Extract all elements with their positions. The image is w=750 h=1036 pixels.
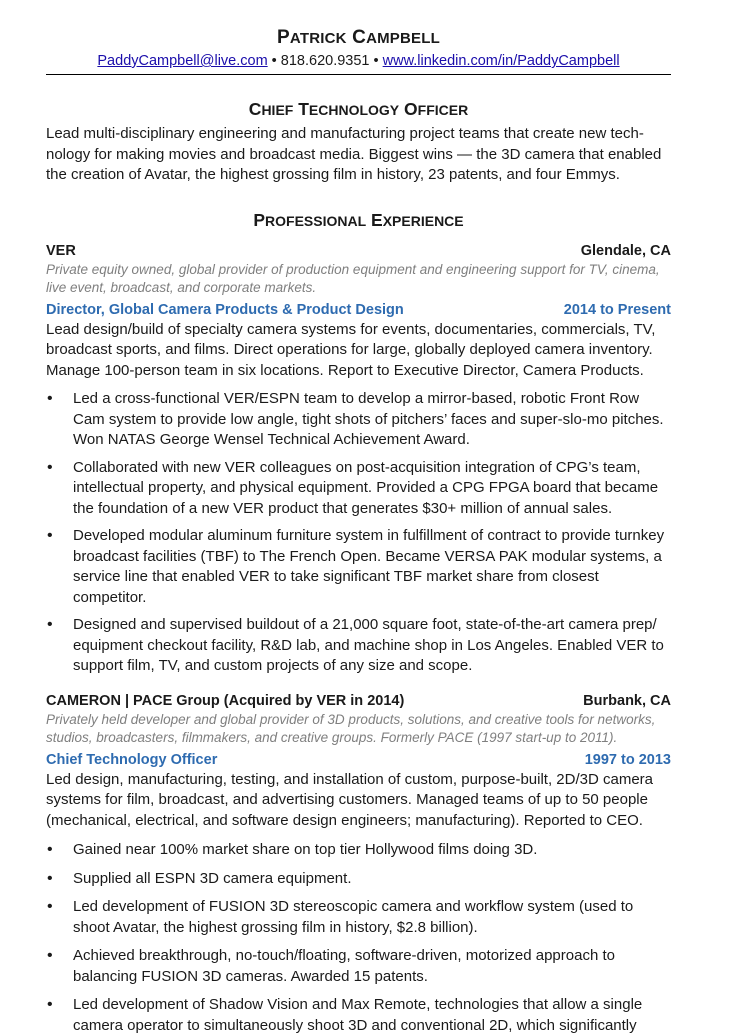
title-initial: O: [404, 99, 418, 119]
contact-line: [46, 51, 671, 71]
role-title: Director, Global Camera Products & Product Design: [46, 300, 404, 320]
heading-rest: ROFESSIONAL: [265, 213, 366, 229]
role-row: [46, 750, 671, 770]
title-initial: T: [298, 99, 309, 119]
role-dates: 2014 to Present: [564, 300, 671, 320]
name-initial: C: [352, 27, 366, 48]
company-description: Privately held developer and global provider of 3D products, solutions, and creative tools for networks, studios, broadcasters, filmmakers, and creative groups. Formerly PACE (1997 start-up to 2011).: [46, 711, 671, 747]
title-rest: ECHNOLOGY: [309, 102, 399, 118]
company-description: Private equity owned, global provider of production equipment and engineering support for TV, cinema, live event, broadcast, and corporate markets.: [46, 261, 671, 297]
role-description: Led design, manufacturing, testing, and installation of custom, purpose-built, 2D/3D camera systems for film, broadcast, and advertising customers. Managed teams of up to 50 people (mechanical, electrical, and software design engineers; manufacturing). Reported to CEO.: [46, 770, 671, 832]
heading-initial: E: [371, 210, 383, 230]
separator: •: [370, 53, 383, 69]
title-rest: FFICER: [418, 102, 469, 118]
job-entry: [46, 691, 671, 1036]
achievement-item: • Led development of Shadow Vision and Max Remote, technologies that allow a single camera operator to simultaneously shoot 3D and conventional 2D, which significantly: [46, 995, 671, 1036]
linkedin-link[interactable]: www.linkedin.com/in/PaddyCampbell: [383, 53, 620, 69]
achievement-list: [46, 840, 671, 1036]
achievement-item: • Achieved breakthrough, no-touch/floating, software-driven, motorized approach to balancing FUSION 3D cameras. Awarded 15 patents.: [46, 946, 671, 987]
company-row: [46, 241, 671, 261]
title-rest: HIEF: [261, 102, 293, 118]
title-initial: C: [249, 99, 262, 119]
heading-rest: XPERIENCE: [383, 213, 464, 229]
resume-page: [46, 0, 671, 1036]
company-name: CAMERON | PACE Group (Acquired by VER in 2014): [46, 691, 404, 711]
achievement-item: • Gained near 100% market share on top tier Hollywood films doing 3D.: [46, 840, 671, 861]
company-location: Glendale, CA: [581, 241, 671, 261]
achievement-list: [46, 389, 671, 677]
phone-number: 818.620.9351: [281, 53, 370, 69]
achievement-item: • Collaborated with new VER colleagues on post-acquisition integration of CPG’s team, intellectual property, and physical equipment. Provided a CPG FPGA board that became the foundation of a new VER product that generates $30+ million of annual sales.: [46, 458, 671, 520]
achievement-item: • Led development of FUSION 3D stereoscopic camera and workflow system (used to shoot Avatar, the highest grossing film in history, $2.8 billion).: [46, 897, 671, 938]
role-row: [46, 300, 671, 320]
achievement-item: • Designed and supervised buildout of a 21,000 square foot, state-of-the-art camera prep/ equipment checkout facility, R&D lab, and machine shop in Los Angeles. Enabled VER to support film, TV, and custom projects of any size and scope.: [46, 615, 671, 677]
separator: •: [268, 53, 281, 69]
job-entry: [46, 241, 671, 677]
company-name: VER: [46, 241, 76, 261]
achievement-item: • Supplied all ESPN 3D camera equipment.: [46, 869, 671, 890]
name-initial: P: [277, 27, 290, 48]
name-rest: AMPBELL: [366, 30, 440, 47]
name-rest: ATRICK: [290, 30, 347, 47]
experience-heading: [46, 208, 671, 232]
role-dates: 1997 to 2013: [585, 750, 671, 770]
email-link[interactable]: PaddyCampbell@live.com: [97, 53, 267, 69]
headline-title: [46, 97, 671, 121]
role-title: Chief Technology Officer: [46, 750, 217, 770]
achievement-item: • Developed modular aluminum furniture system in fulfillment of contract to provide turnkey broadcast facilities (TBF) to The French Open. Became VERSA PAK modular systems, a service line that enabled VER to take significant TBF market share from closest competitor.: [46, 526, 671, 608]
achievement-item: • Led a cross-functional VER/ESPN team to develop a mirror-based, robotic Front Row Cam system to provide low angle, tight shots of pitchers’ faces and super-slo-mo pitches. Won NATAS George Wensel Technical Achievement Award.: [46, 389, 671, 451]
candidate-name: [46, 26, 671, 50]
summary-paragraph: Lead multi-disciplinary engineering and manufacturing project teams that create new tech- nology for making movies and broadcast media. Biggest wins — the 3D camera that enabled the creation of Avatar, the highest grossing film in history, 23 patents, and four Emmys.: [46, 124, 671, 186]
role-description: Lead design/build of specialty camera systems for events, documentaries, commercials, TV, broadcast sports, and films. Direct operations for large, globally deployed camera inventory. Manage 100-person team in six locations. Report to Executive Director, Camera Products.: [46, 320, 671, 382]
company-location: Burbank, CA: [583, 691, 671, 711]
header-divider: [46, 74, 671, 75]
heading-initial: P: [253, 210, 265, 230]
company-row: [46, 691, 671, 711]
